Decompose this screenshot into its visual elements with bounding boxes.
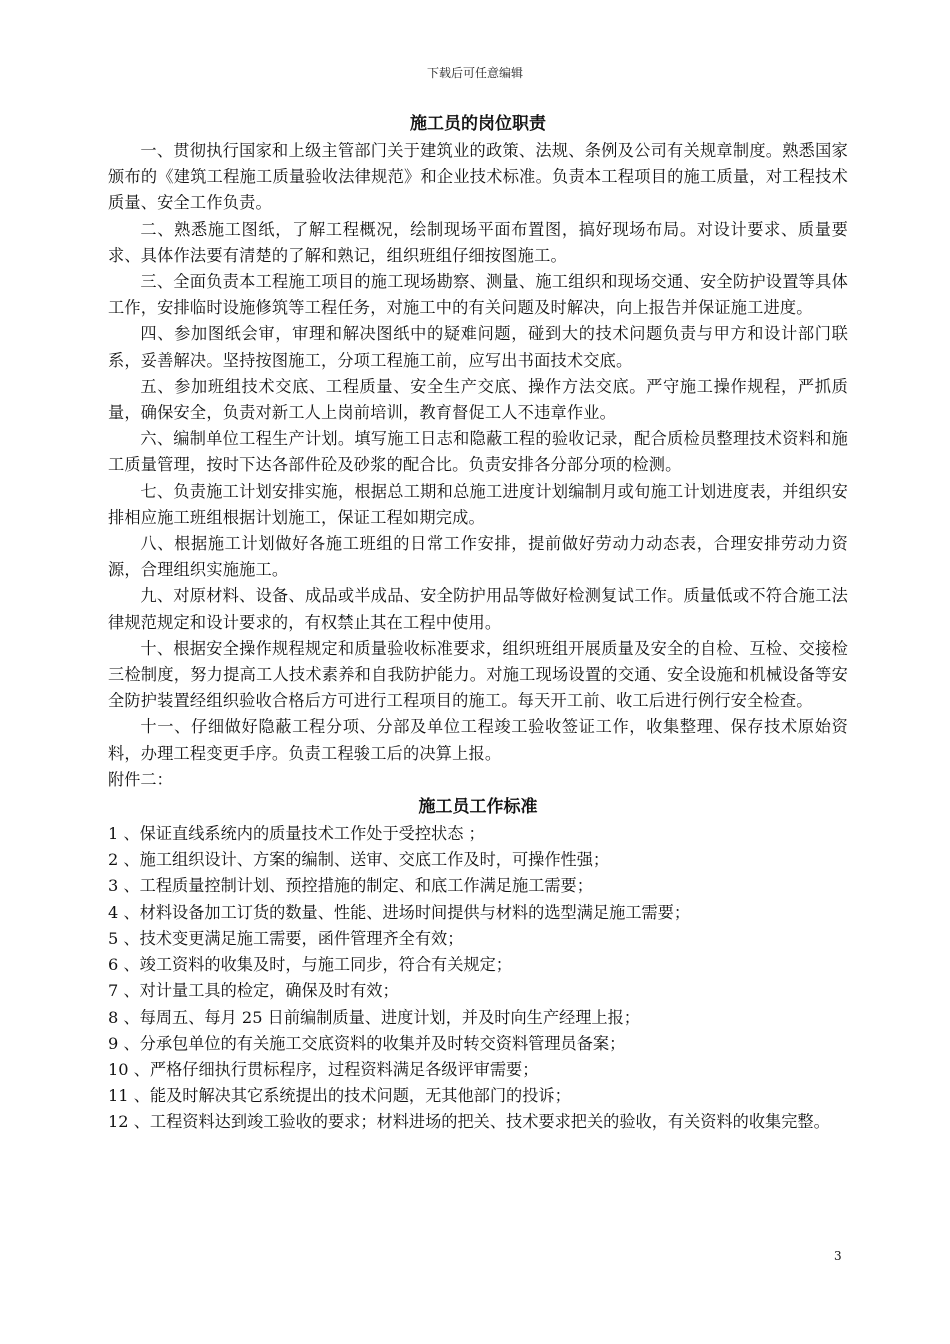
standard-item: 10 、严格仔细执行贯标程序，过程资料满足各级评审需要； bbox=[108, 1059, 539, 1079]
duties-list bbox=[108, 138, 848, 767]
standard-item: 4 、材料设备加工订货的数量、性能、进场时间提供与材料的选型满足施工需要； bbox=[108, 902, 691, 922]
standards-list bbox=[108, 821, 848, 1135]
duty-paragraph: 六、编制单位工程生产计划。填写施工日志和隐蔽工程的验收记录，配合质检员整理技术资料和施工质量管理，按时下达各部件砼及砂浆的配合比。负责安排各分部分项的检测。 bbox=[108, 429, 848, 475]
duty-paragraph: 五、参加班组技术交底、工程质量、安全生产交底、操作方法交底。严守施工操作规程，严抓质量，确保安全，负责对新工人上岗前培训，教育督促工人不违章作业。 bbox=[108, 376, 848, 423]
duty-paragraph: 二、熟悉施工图纸，了解工程概况，绘制现场平面布置图，搞好现场布局。对设计要求、质量要求、具体作法要有清楚的了解和熟记，组织班组仔细按图施工。 bbox=[108, 219, 848, 265]
duty-paragraph: 三、全面负责本工程施工项目的施工现场勘察、测量、施工组织和现场交通、安全防护设置等具体工作，安排临时设施修筑等工程任务，对施工中的有关问题及时解决，向上报告并保证施工进度。 bbox=[108, 272, 848, 318]
duty-paragraph: 一、贯彻执行国家和上级主管部门关于建筑业的政策、法规、条例及公司有关规章制度。熟悉国家颁布的《建筑工程施工质量验收法律规范》和企业技术标准。负责本工程项目的施工质量，对工程技术质量、安全工作负责。 bbox=[108, 141, 848, 213]
standard-item: 11 、能及时解决其它系统提出的技术问题，无其他部门的投诉； bbox=[108, 1086, 571, 1106]
standard-item: 7 、对计量工具的检定，确保及时有效； bbox=[108, 981, 399, 1001]
section-title-duties: 施工员的岗位职责 bbox=[410, 114, 546, 134]
standard-item: 1 、保证直线系统内的质量技术工作处于受控状态 ； bbox=[108, 824, 485, 844]
standard-item: 9 、分承包单位的有关施工交底资料的收集并及时转交资料管理员备案； bbox=[108, 1033, 626, 1053]
standard-item: 8 、每周五、每月 25 日前编制质量、进度计划，并及时向生产经理上报； bbox=[108, 1007, 640, 1027]
duty-paragraph: 十、根据安全操作规程规定和质量验收标准要求，组织班组开展质量及安全的自检、互检、交接检三检制度，努力提高工人技术素养和自我防护能力。对施工现场设置的交通、安全设施和机械设备等安全防护装置经组织验收合格后方可进行工程项目的施工。每天开工前、收工后进行例行安全检查。 bbox=[108, 638, 848, 711]
standard-item: 12 、工程资料达到竣工验收的要求；材料进场的把关、技术要求把关的验收，有关资料的收集完整。 bbox=[108, 1112, 830, 1132]
standard-item: 2 、施工组织设计、方案的编制、送审、交底工作及时，可操作性强； bbox=[108, 850, 610, 870]
duty-paragraph: 八、根据施工计划做好各施工班组的日常工作安排，提前做好劳动力动态表，合理安排劳动力资源，合理组织实施施工。 bbox=[108, 534, 848, 580]
page-number: 3 bbox=[834, 1249, 842, 1263]
standard-item: 6 、竣工资料的收集及时，与施工同步，符合有关规定； bbox=[108, 955, 512, 975]
duty-paragraph: 九、对原材料、设备、成品或半成品、安全防护用品等做好检测复试工作。质量低或不符合施工法律规范规定和设计要求的，有权禁止其在工程中使用。 bbox=[108, 586, 848, 632]
standard-item: 5 、技术变更满足施工需要，函件管理齐全有效； bbox=[108, 928, 464, 948]
section-title-standards: 施工员工作标准 bbox=[418, 797, 538, 818]
document-body bbox=[108, 110, 848, 1136]
duty-paragraph: 七、负责施工计划安排实施，根据总工期和总施工进度计划编制月或旬施工计划进度表，并组织安排相应施工班组根据计划施工，保证工程如期完成。 bbox=[108, 481, 848, 527]
duty-paragraph: 四、参加图纸会审，审理和解决图纸中的疑难问题，碰到大的技术问题负责与甲方和设计部门联系，妥善解决。坚持按图施工，分项工程施工前，应写出书面技术交底。 bbox=[108, 324, 848, 370]
attachment-label: 附件二： bbox=[108, 769, 173, 789]
page-header-note: 下载后可任意编辑 bbox=[426, 66, 523, 80]
duty-paragraph: 十一、仔细做好隐蔽工程分项、分部及单位工程竣工验收签证工作，收集整理、保存技术原始资料，办理工程变更手序。负责工程骏工后的决算上报。 bbox=[108, 717, 848, 763]
standard-item: 3 、工程质量控制计划、预控措施的制定、和底工作满足施工需要； bbox=[108, 876, 593, 896]
